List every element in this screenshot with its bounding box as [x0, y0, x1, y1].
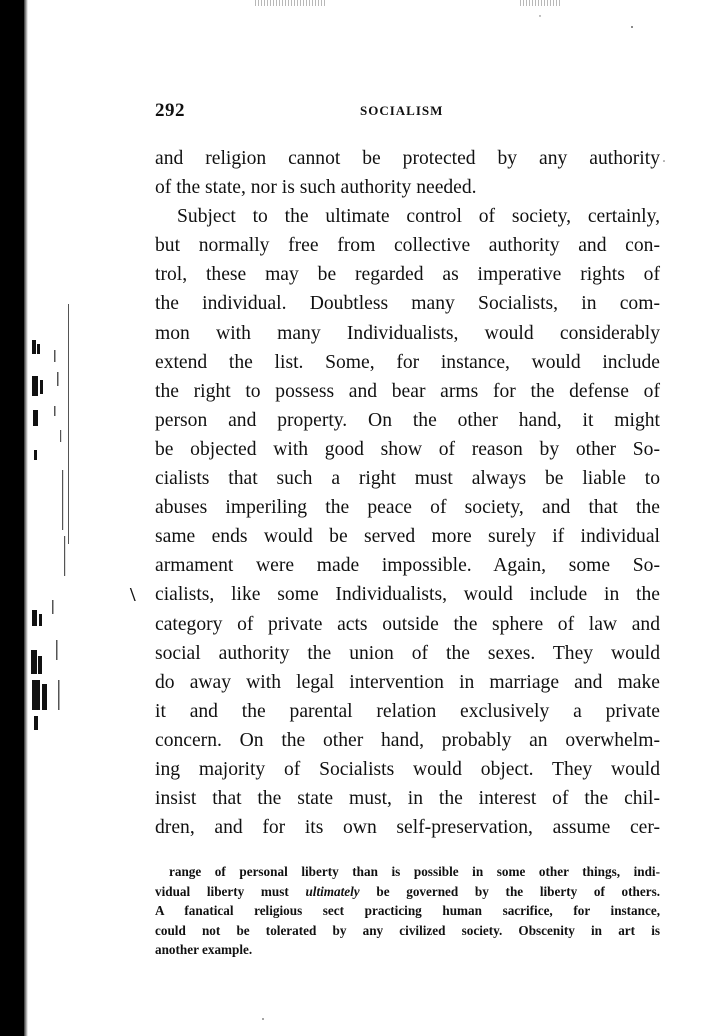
footnote-emphasis: ultimately — [305, 883, 360, 899]
footnote-line: range of personal liberty than is possible in some other things, indi- — [169, 864, 660, 879]
text-line: mon with many Individualists, would considerably — [155, 322, 660, 344]
text-line: Subject to the ultimate control of society, certainly, — [177, 206, 660, 228]
text-line: insist that the state must, in the interest of the chil- — [155, 788, 660, 810]
text-line: it and the parental relation exclusively a private — [155, 700, 660, 722]
text-line: cialists, like some Individualists, would include in the — [155, 584, 660, 606]
text-line: same ends would be served more surely if individual — [155, 526, 660, 548]
text-line: trol, these may be regarded as imperative rights of — [155, 264, 660, 286]
text-line: concern. On the other hand, probably an overwhelm- — [155, 729, 660, 751]
text-line: the right to possess and bear arms for the defense of — [155, 380, 660, 402]
text-line: of the state, nor is such authority needed. — [155, 177, 477, 199]
page-number: 292 — [155, 100, 185, 121]
text-line: but normally free from collective authority and con- — [155, 235, 660, 257]
text-line: cialists that such a right must always be liable to — [155, 468, 660, 490]
footnote-line: A fanatical religious sect practicing human sacrifice, for instance, — [155, 903, 660, 918]
text-line: armament were made impossible. Again, some So- — [155, 555, 660, 577]
footnote-text: be governed by the liberty of others. — [359, 883, 660, 899]
text-line: and religion cannot be protected by any authority — [155, 148, 660, 169]
text-line: person and property. On the other hand, it might — [155, 409, 660, 431]
text-line: social authority the union of the sexes. They would — [155, 642, 660, 664]
text-line: dren, and for its own self-preservation, assume cer- — [155, 817, 660, 839]
text-line: abuses imperiling the peace of society, and that the — [155, 497, 660, 519]
footnote-line: could not be tolerated by any civilized society. Obscenity in art is — [155, 922, 660, 938]
margin-mark: \ — [130, 584, 136, 606]
running-head: SOCIALISM — [360, 103, 444, 118]
text-line: the individual. Doubtless many Socialists, in com- — [155, 293, 660, 315]
text-line: extend the list. Some, for instance, would include — [155, 351, 660, 373]
footnote-line: another example. — [155, 942, 253, 957]
text-line: be objected with good show of reason by other So- — [155, 438, 660, 460]
text-line: do away with legal intervention in marriage and make — [155, 671, 660, 693]
text-line: category of private acts outside the sphere of law and — [155, 613, 660, 635]
text-line: ing majority of Socialists would object. They would — [155, 758, 660, 780]
footnote-text: vidual liberty must — [155, 883, 306, 899]
